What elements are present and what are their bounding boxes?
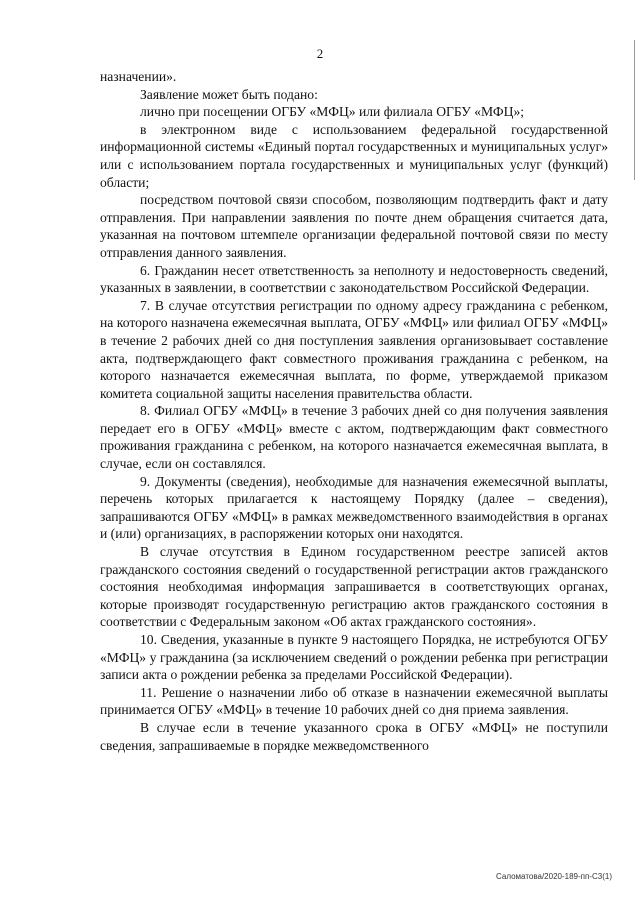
paragraph: в электронном виде с использованием федеральной государственной информационной системы «Единый портал государственных и муниципальных услуг» или с использованием портала государственных и муниципальных услуг (функций) области; xyxy=(100,121,608,190)
scan-edge-line xyxy=(634,40,635,180)
page-number: 2 xyxy=(316,46,324,61)
paragraph: назначении». xyxy=(100,69,177,84)
paragraph: Заявление может быть подано: xyxy=(140,86,318,102)
paragraph: 10. Сведения, указанные в пункте 9 настоящего Порядка, не истребуются ОГБУ «МФЦ» у гражданина (за исключением сведений о рождении ребенка при регистрации записи акта о рождении ребенка за пределами Российской Федерации). xyxy=(100,632,608,683)
paragraph: посредством почтовой связи способом, позволяющим подтвердить факт и дату отправления. При направлении заявления по почте днем обращения считается дата, указанная на почтовом штемпеле организации федеральной почтовой связи по месту отправления данного заявления. xyxy=(100,192,608,260)
document-body xyxy=(100,68,608,754)
paragraph: лично при посещении ОГБУ «МФЦ» или филиала ОГБУ «МФЦ»; xyxy=(140,104,525,120)
document-footer-code: Саломатова/2020-189-пп-С3(1) xyxy=(496,872,612,881)
paragraph: В случае если в течение указанного срока в ОГБУ «МФЦ» не поступили сведения, запрашиваемые в порядке межведомственного xyxy=(100,719,608,753)
paragraph: 6. Гражданин несет ответственность за неполноту и недостоверность сведений, указанных в заявлении, в соответствии с законодательством Российской Федерации. xyxy=(100,262,608,296)
paragraph: 8. Филиал ОГБУ «МФЦ» в течение 3 рабочих дней со дня получения заявления передает его в ОГБУ «МФЦ» вместе с актом, подтверждающим факт совместного проживания гражданина с ребенком, на которого назначается ежемесячная выплата, в случае, если он составлялся. xyxy=(100,403,608,472)
paragraph: 9. Документы (сведения), необходимые для назначения ежемесячной выплаты, перечень которых прилагается к настоящему Порядку (далее – сведения), запрашиваются ОГБУ «МФЦ» в рамках межведомственного взаимодействия в органах и (или) организациях, в распоряжении которых они находятся. xyxy=(100,473,608,542)
paragraph: 11. Решение о назначении либо об отказе в назначении ежемесячной выплаты принимается ОГБУ «МФЦ» в течение 10 рабочих дней со дня приема заявления. xyxy=(100,684,608,718)
paragraph: В случае отсутствия в Едином государственном реестре записей актов гражданского состояния сведений о государственной регистрации актов гражданского состояния необходимая информация запрашивается в соответствующих органах, которые производят государственную регистрацию актов гражданского состояния в соответствии с Федеральным законом «Об актах гражданского состояния». xyxy=(100,544,608,630)
paragraph: 7. В случае отсутствия регистрации по одному адресу гражданина с ребенком, на которого назначена ежемесячная выплата, ОГБУ «МФЦ» или филиал ОГБУ «МФЦ» в течение 2 рабочих дней со дня поступления заявления организовывает составление акта, подтверждающего факт совместного проживания гражданина с ребенком, на которого назначается ежемесячная выплата, по форме, утверждаемой приказом комитета социальной защиты населения правительства области. xyxy=(100,297,608,401)
